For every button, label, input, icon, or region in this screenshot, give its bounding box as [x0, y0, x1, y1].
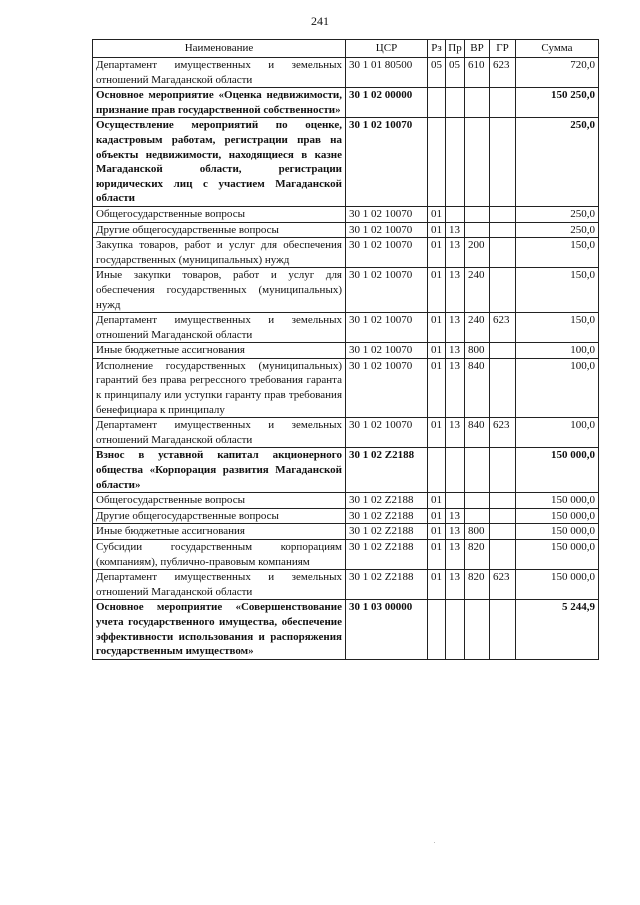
table-row — [93, 524, 599, 540]
table-row — [93, 600, 599, 659]
cell-pr: 13 — [446, 222, 465, 238]
cell-gr — [490, 88, 516, 118]
cell-pr: 13 — [446, 508, 465, 524]
cell-csr: 30 1 02 10070 — [346, 222, 428, 238]
cell-name: Департамент имущественных и земельных отношений Магаданской области — [93, 58, 346, 88]
cell-sum: 150 250,0 — [516, 88, 599, 118]
cell-name: Общегосударственные вопросы — [93, 206, 346, 222]
cell-vr: 610 — [465, 58, 490, 88]
cell-rz: 01 — [428, 206, 446, 222]
table-row — [93, 540, 599, 570]
cell-rz: 01 — [428, 418, 446, 448]
cell-csr: 30 1 02 10070 — [346, 358, 428, 417]
table-row — [93, 206, 599, 222]
cell-csr: 30 1 02 Z2188 — [346, 570, 428, 600]
cell-name: Взнос в уставной капитал акционерного общества «Корпорация развития Магаданской области» — [93, 448, 346, 493]
cell-name: Субсидии государственным корпорациям (компаниям), публично-правовым компаниям — [93, 540, 346, 570]
cell-gr — [490, 268, 516, 313]
cell-rz: 01 — [428, 493, 446, 509]
cell-rz: 01 — [428, 343, 446, 359]
cell-rz: 01 — [428, 358, 446, 417]
cell-vr — [465, 222, 490, 238]
cell-rz — [428, 600, 446, 659]
cell-rz: 01 — [428, 508, 446, 524]
cell-pr — [446, 88, 465, 118]
cell-sum: 150 000,0 — [516, 493, 599, 509]
cell-sum: 5 244,9 — [516, 600, 599, 659]
cell-rz — [428, 118, 446, 207]
table-row — [93, 358, 599, 417]
table-row — [93, 88, 599, 118]
cell-pr: 13 — [446, 540, 465, 570]
cell-sum: 150,0 — [516, 313, 599, 343]
cell-vr: 800 — [465, 524, 490, 540]
table-row — [93, 222, 599, 238]
cell-sum: 720,0 — [516, 58, 599, 88]
cell-name: Исполнение государственных (муниципальных) гарантий без права регрессного требования гаранта к принципалу или уступки гаранту прав требования бенефициара к принципалу — [93, 358, 346, 417]
table-row — [93, 343, 599, 359]
cell-vr: 800 — [465, 343, 490, 359]
cell-gr — [490, 206, 516, 222]
table-row — [93, 418, 599, 448]
cell-vr: 820 — [465, 570, 490, 600]
table-row — [93, 448, 599, 493]
cell-sum: 150 000,0 — [516, 524, 599, 540]
cell-pr: 13 — [446, 570, 465, 600]
cell-name: Департамент имущественных и земельных отношений Магаданской области — [93, 418, 346, 448]
cell-gr: 623 — [490, 418, 516, 448]
cell-pr: 13 — [446, 358, 465, 417]
cell-pr — [446, 206, 465, 222]
scan-speck — [434, 842, 435, 843]
cell-csr: 30 1 02 10070 — [346, 343, 428, 359]
cell-csr: 30 1 02 Z2188 — [346, 493, 428, 509]
cell-csr: 30 1 02 10070 — [346, 268, 428, 313]
cell-sum: 150,0 — [516, 268, 599, 313]
cell-pr: 13 — [446, 418, 465, 448]
cell-gr — [490, 493, 516, 509]
cell-sum: 250,0 — [516, 222, 599, 238]
cell-name: Осуществление мероприятий по оценке, кадастровым работам, регистрации прав на объекты недвижимости, находящиеся в казне Магаданской области, регистрации юридических лиц с участием Магаданской области — [93, 118, 346, 207]
cell-sum: 100,0 — [516, 418, 599, 448]
cell-sum: 150,0 — [516, 238, 599, 268]
cell-csr: 30 1 02 00000 — [346, 88, 428, 118]
cell-vr — [465, 88, 490, 118]
cell-vr: 240 — [465, 313, 490, 343]
table-row — [93, 268, 599, 313]
cell-name: Закупка товаров, работ и услуг для обеспечения государственных (муниципальных) нужд — [93, 238, 346, 268]
header-gr: ГР — [490, 40, 516, 58]
cell-csr: 30 1 02 10070 — [346, 238, 428, 268]
cell-gr — [490, 600, 516, 659]
cell-vr — [465, 448, 490, 493]
table-row — [93, 58, 599, 88]
cell-pr: 13 — [446, 524, 465, 540]
cell-sum: 250,0 — [516, 206, 599, 222]
cell-rz: 01 — [428, 222, 446, 238]
cell-rz: 01 — [428, 238, 446, 268]
cell-vr: 820 — [465, 540, 490, 570]
cell-rz — [428, 448, 446, 493]
cell-gr: 623 — [490, 58, 516, 88]
cell-sum: 150 000,0 — [516, 540, 599, 570]
cell-vr — [465, 600, 490, 659]
cell-gr — [490, 524, 516, 540]
cell-pr: 13 — [446, 343, 465, 359]
header-rz: Рз — [428, 40, 446, 58]
cell-pr: 13 — [446, 268, 465, 313]
cell-vr: 200 — [465, 238, 490, 268]
cell-rz: 01 — [428, 570, 446, 600]
cell-csr: 30 1 02 10070 — [346, 206, 428, 222]
table-row — [93, 508, 599, 524]
cell-sum: 150 000,0 — [516, 508, 599, 524]
cell-pr — [446, 600, 465, 659]
cell-csr: 30 1 01 80500 — [346, 58, 428, 88]
header-vr: ВР — [465, 40, 490, 58]
cell-name: Иные закупки товаров, работ и услуг для обеспечения государственных (муниципальных) нужд — [93, 268, 346, 313]
table-header-row — [93, 40, 599, 58]
page-number: 241 — [311, 14, 329, 28]
cell-vr: 840 — [465, 418, 490, 448]
cell-csr: 30 1 02 10070 — [346, 313, 428, 343]
cell-csr: 30 1 02 10070 — [346, 418, 428, 448]
cell-rz: 05 — [428, 58, 446, 88]
cell-gr: 623 — [490, 313, 516, 343]
cell-pr: 13 — [446, 313, 465, 343]
cell-gr — [490, 448, 516, 493]
cell-csr: 30 1 02 Z2188 — [346, 524, 428, 540]
cell-rz: 01 — [428, 313, 446, 343]
cell-name: Другие общегосударственные вопросы — [93, 508, 346, 524]
cell-vr: 240 — [465, 268, 490, 313]
cell-csr: 30 1 02 Z2188 — [346, 508, 428, 524]
cell-gr — [490, 343, 516, 359]
cell-rz: 01 — [428, 540, 446, 570]
cell-gr — [490, 118, 516, 207]
cell-rz: 01 — [428, 524, 446, 540]
cell-rz — [428, 88, 446, 118]
cell-pr: 13 — [446, 238, 465, 268]
cell-name: Основное мероприятие «Оценка недвижимости, признание прав государственной собственности» — [93, 88, 346, 118]
cell-pr — [446, 118, 465, 207]
cell-vr — [465, 508, 490, 524]
header-csr: ЦСР — [346, 40, 428, 58]
cell-sum: 150 000,0 — [516, 448, 599, 493]
cell-csr: 30 1 02 Z2188 — [346, 448, 428, 493]
cell-sum: 250,0 — [516, 118, 599, 207]
cell-name: Общегосударственные вопросы — [93, 493, 346, 509]
table-row — [93, 238, 599, 268]
cell-name: Иные бюджетные ассигнования — [93, 524, 346, 540]
header-name: Наименование — [93, 40, 346, 58]
cell-name: Департамент имущественных и земельных отношений Магаданской области — [93, 313, 346, 343]
cell-name: Основное мероприятие «Совершенствование учета государственного имущества, обеспечение эффективности использования и распоряжения государственным имуществом» — [93, 600, 346, 659]
cell-pr: 05 — [446, 58, 465, 88]
budget-table — [92, 39, 599, 660]
cell-vr: 840 — [465, 358, 490, 417]
table-body — [93, 58, 599, 660]
cell-pr — [446, 448, 465, 493]
cell-csr: 30 1 02 10070 — [346, 118, 428, 207]
cell-csr: 30 1 02 Z2188 — [346, 540, 428, 570]
cell-name: Департамент имущественных и земельных отношений Магаданской области — [93, 570, 346, 600]
cell-vr — [465, 493, 490, 509]
header-sum: Сумма — [516, 40, 599, 58]
table-row — [93, 570, 599, 600]
table-row — [93, 313, 599, 343]
cell-gr — [490, 238, 516, 268]
cell-pr — [446, 493, 465, 509]
cell-name: Иные бюджетные ассигнования — [93, 343, 346, 359]
cell-sum: 100,0 — [516, 343, 599, 359]
cell-gr — [490, 508, 516, 524]
cell-sum: 150 000,0 — [516, 570, 599, 600]
cell-name: Другие общегосударственные вопросы — [93, 222, 346, 238]
cell-sum: 100,0 — [516, 358, 599, 417]
table-row — [93, 118, 599, 207]
cell-gr — [490, 358, 516, 417]
table-row — [93, 493, 599, 509]
cell-gr — [490, 540, 516, 570]
cell-rz: 01 — [428, 268, 446, 313]
cell-csr: 30 1 03 00000 — [346, 600, 428, 659]
cell-vr — [465, 206, 490, 222]
header-pr: Пр — [446, 40, 465, 58]
cell-gr — [490, 222, 516, 238]
cell-vr — [465, 118, 490, 207]
cell-gr: 623 — [490, 570, 516, 600]
